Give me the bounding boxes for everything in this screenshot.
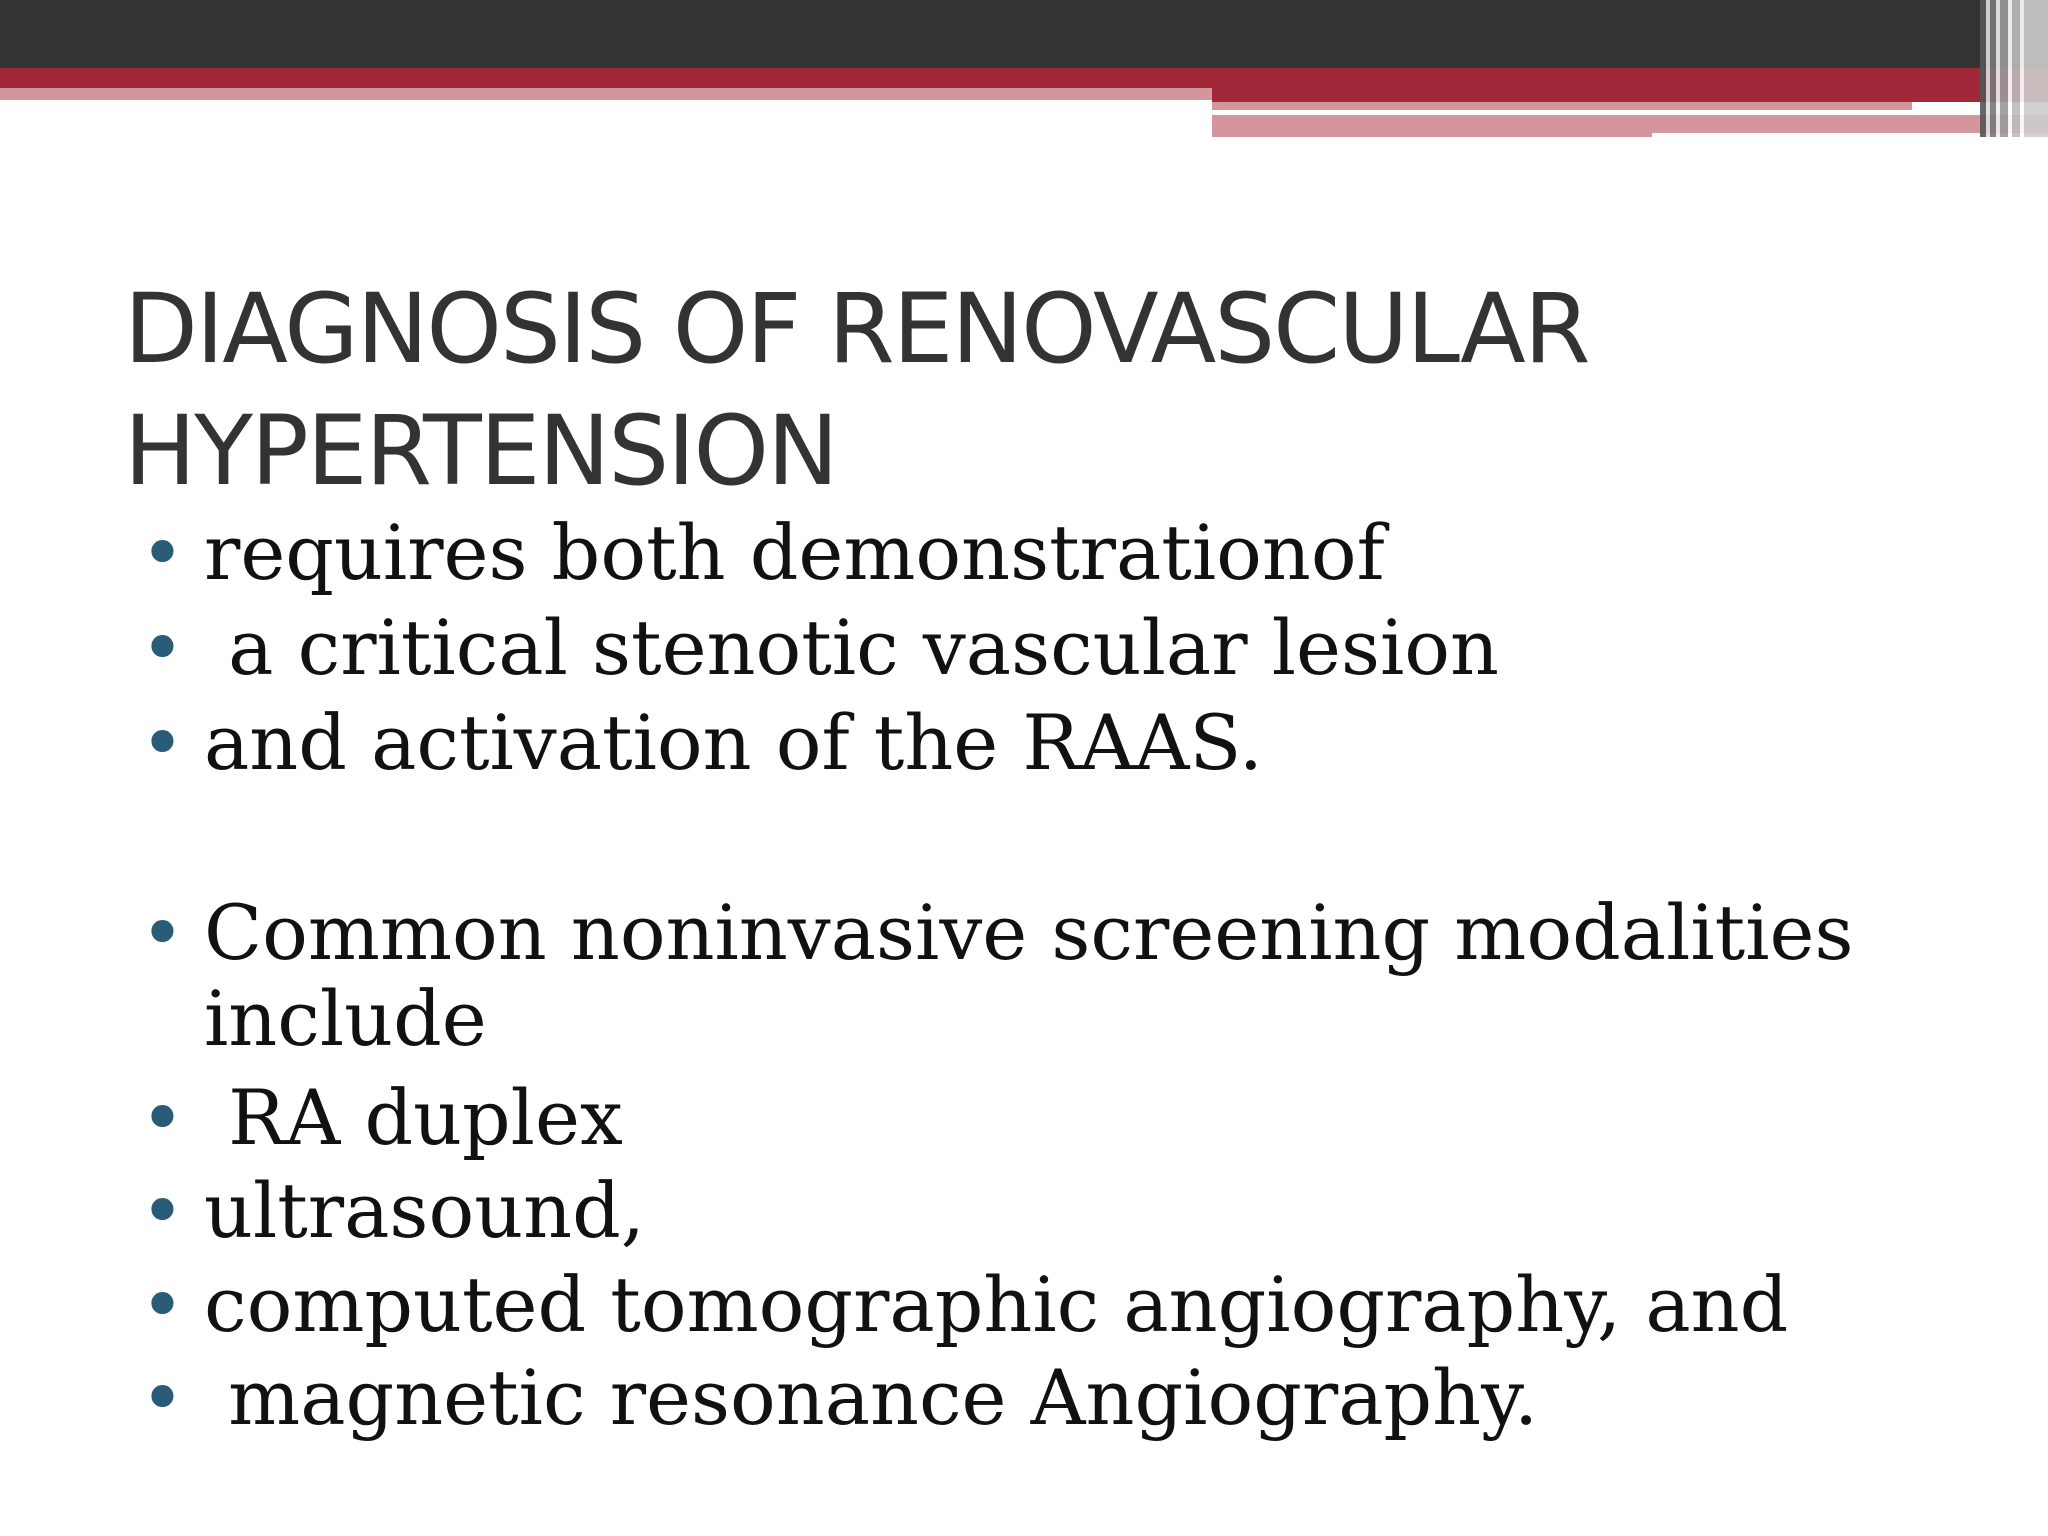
title-line-1: DIAGNOSIS OF RENOVASCULAR (124, 273, 1589, 385)
bullet-text: requires both demonstrationof (204, 508, 1385, 597)
bullet-text: ultrasound, (204, 1166, 645, 1255)
list-item (140, 1166, 1964, 1255)
bullet-dot-icon: • (140, 603, 185, 692)
bullet-dot-icon: • (140, 698, 185, 787)
bullet-dot-icon: • (140, 1073, 185, 1162)
bullet-dot-icon: • (140, 1260, 185, 1349)
list-item (140, 508, 1964, 597)
bullet-dot-icon: • (140, 1353, 185, 1442)
bullet-text-line-2: include (204, 974, 487, 1063)
list-item (140, 1260, 1964, 1349)
bullet-dot-icon: • (140, 1166, 185, 1255)
bullet-text: computed tomographic angiography, and (204, 1260, 1789, 1349)
bullet-dot-icon: • (140, 888, 185, 977)
bullet-dot-icon: • (140, 508, 185, 597)
bullet-text: and activation of the RAAS. (204, 698, 1263, 787)
title-line-2: HYPERTENSION (124, 395, 837, 507)
bullet-text: magnetic resonance Angiography. (204, 1353, 1539, 1442)
list-item (140, 698, 1964, 787)
bullet-text-line-1: Common noninvasive screening modalities (204, 888, 1854, 977)
bullet-text: RA duplex (204, 1073, 623, 1162)
list-item (140, 603, 1964, 692)
list-item (140, 1353, 1964, 1442)
bullet-text: a critical stenotic vascular lesion (204, 603, 1499, 692)
list-item (140, 888, 1964, 1063)
list-item (140, 1073, 1964, 1162)
